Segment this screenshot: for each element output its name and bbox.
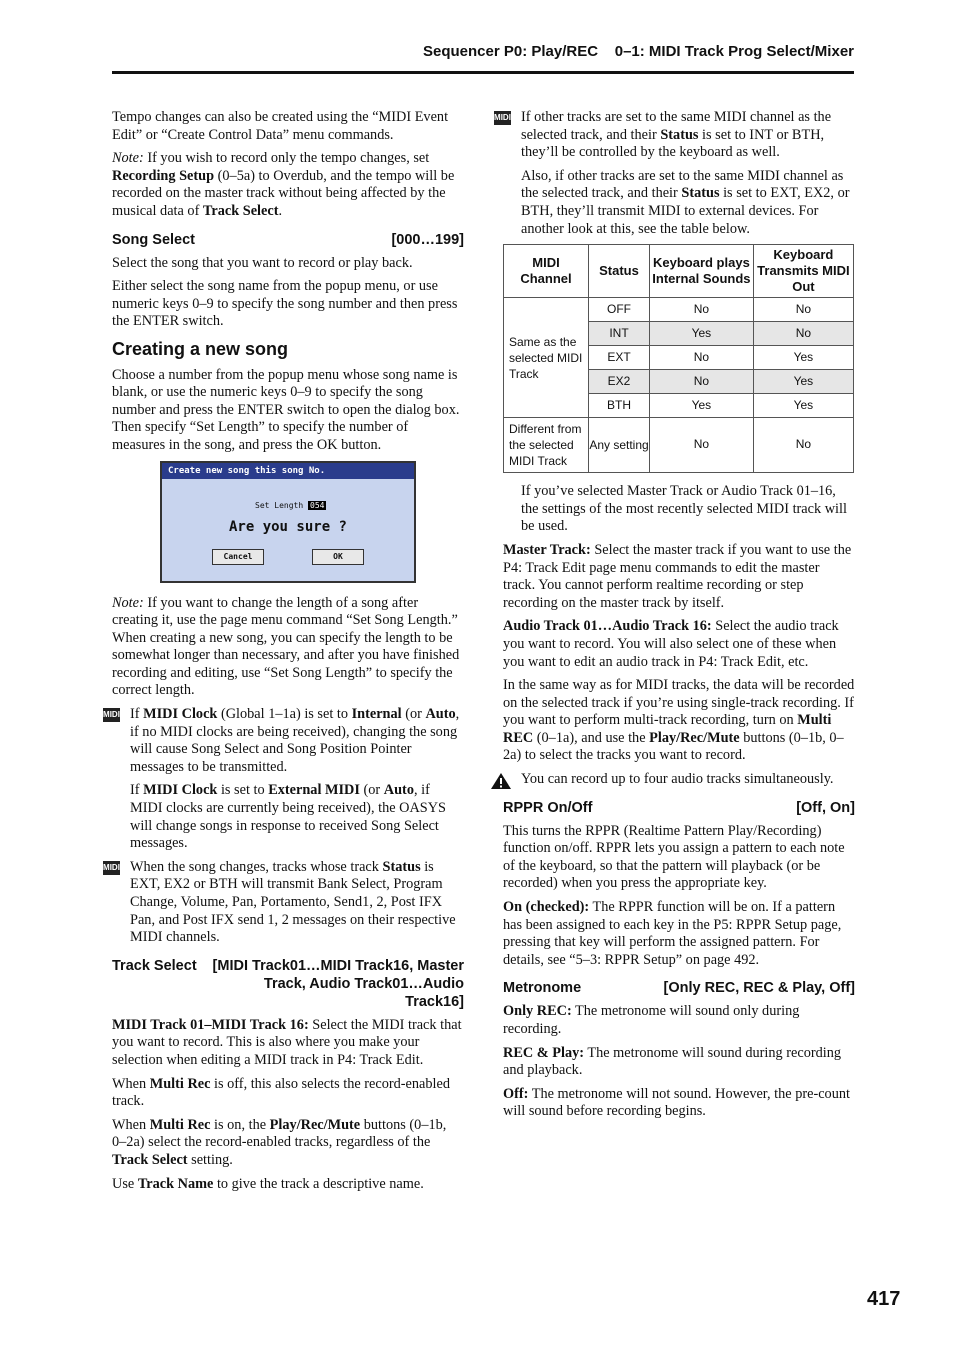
header-title: Sequencer P0: Play/REC 0–1: MIDI Track Prog Select/Mixer (422, 43, 854, 60)
table-header: Keyboard plays Internal Sounds (650, 245, 754, 298)
midi-note: MIDI When the song changes, tracks whose track Status is EXT, EX2 or BTH will transmit Bank Select, Program Change, Volume, Pan, Portamento, Send1, 2, Post IFX Pan, and Post IFX send 1, 2 messages on their respective MIDI channels. (103, 858, 456, 946)
table-cell: No (650, 370, 754, 394)
table-cell: Any setting (589, 418, 650, 473)
midi-note: MIDI If MIDI Clock (Global 1–1a) is set to Internal (or Auto, if no MIDI clocks are being received), changing the song will cause Song Select and Song Position Pointer messages to be transmitted. If MIDI Clock is set to External MIDI (or Auto, if MIDI clocks are currently being received), the OASYS will change songs in response to received Song Select messages. (103, 706, 460, 852)
table-cell: Yes (650, 322, 754, 346)
paragraph: In the same way as for MIDI tracks, the data will be recorded on the selected track if you’re using single-track recording. If you want to perform multi-track recording, turn on Multi REC (0–1a), and use the Play/Rec/Mute buttons (0–1b, 0–2a) to select the tracks you want to record. (503, 677, 855, 764)
section-heading: Creating a new song (112, 338, 289, 359)
paragraph: Audio Track 01…Audio Track 16: Select the audio track you want to record. You will also select one of these when you want to edit an audio track in P4: Track Edit, etc. (503, 618, 839, 670)
table-cell: No (650, 346, 754, 370)
paragraph: When Multi Rec is on, the Play/Rec/Mute buttons (0–1b, 0–2a) select the record-enabled tracks, regardless of the Track Select setting. (112, 1116, 447, 1168)
table-cell: Same as the selected MIDI Track (504, 298, 589, 418)
paragraph: When Multi Rec is off, this also selects the record-enabled track. (112, 1075, 450, 1110)
left-column (103, 109, 464, 1199)
dialog-question: Are you sure ? (228, 518, 347, 535)
paragraph: Only REC: The metronome will sound only during recording. (503, 1003, 800, 1037)
paragraph: This turns the RPPR (Realtime Pattern Play/Recording) function on/off. RPPR lets you assign a pattern to each note of the keyboard, so that the pattern will playback (or be recorded) when you press the appropriate key. (503, 822, 845, 892)
table-cell: Yes (753, 346, 853, 370)
paragraph: Off: The metronome will not sound. However, the pre-count will sound before recording begins. (503, 1085, 850, 1120)
paragraph: Select the song that you want to record or play back. (112, 254, 413, 271)
paragraph: Use Track Name to give the track a descriptive name. (112, 1175, 424, 1192)
midi-icon: MIDI (103, 708, 120, 722)
table-cell: Yes (753, 394, 853, 418)
table-cell: Yes (650, 394, 754, 418)
ok-button[interactable]: OK (312, 549, 364, 565)
warning-icon (490, 772, 512, 790)
paragraph: Master Track: Select the master track if you want to use the P4: Track Edit page menu commands to edit the master track. You cannot perform realtime recording or step recording on the master track by itself. (503, 541, 852, 611)
table-header-row (504, 245, 854, 298)
table-cell: No (753, 322, 853, 346)
table-cell: OFF (589, 298, 650, 322)
param-song-select: Song Select [000…199] (112, 231, 464, 248)
status-table (503, 244, 854, 473)
param-metronome: Metronome [Only REC, REC & Play, Off] (503, 980, 855, 997)
note-paragraph: Note: If you wish to record only the tempo changes, set Recording Setup (0–5a) to Overdub, and the tempo will be recorded on the master track without being affected by the musical data of Track Select. (112, 150, 455, 219)
table-cell: INT (589, 322, 650, 346)
param-rppr: RPPR On/Off [Off, On] (503, 799, 855, 816)
set-length-field[interactable]: Set Length 054 (255, 500, 325, 510)
paragraph: Choose a number from the popup menu whose song name is blank, or use the numeric keys 0–9 to specify the song number and press the ENTER switch to open the dialog box. Then specify “Set Length” to specify the number of measures in the song, and press the OK button. (112, 366, 460, 453)
table-cell: EXT (589, 346, 650, 370)
paragraph: Tempo changes can also be created using the “MIDI Event Edit” or “Create Control Data” menu commands. (112, 109, 449, 143)
table-cell: No (753, 418, 853, 473)
paragraph: If you’ve selected Master Track or Audio Track 01–16, the settings of the most recently selected MIDI track will be used. (521, 483, 847, 535)
dialog-title: Create new song this song No. (162, 463, 414, 479)
right-column (494, 109, 855, 1127)
page-number: 417 (867, 1288, 901, 1310)
table-header: Status (589, 245, 650, 298)
table-cell: BTH (589, 394, 650, 418)
table-header: MIDI Channel (504, 245, 589, 298)
cancel-button[interactable]: Cancel (212, 549, 264, 565)
table-cell: No (650, 418, 754, 473)
paragraph: Either select the song name from the popup menu, or use numeric keys 0–9 to specify the song number and then press the ENTER switch. (112, 278, 458, 330)
paragraph: MIDI Track 01–MIDI Track 16: Select the MIDI track that you want to record. This is also where you make your selection when editing a MIDI track in P4: Track Edit. (112, 1016, 462, 1068)
note-paragraph: Note: If you want to change the length of a song after creating it, use the page menu command “Set Song Length.” When creating a new song, you can specify the length to be somewhat longer than necessary, and after you have finished recording and editing, use “Set Song Length” to specify the correct length. (112, 594, 460, 699)
create-song-dialog (160, 461, 416, 583)
table-cell: EX2 (589, 370, 650, 394)
midi-icon: MIDI (103, 861, 120, 875)
table-cell: Yes (753, 370, 853, 394)
midi-note: MIDI If other tracks are set to the same MIDI channel as the selected track, and their Status is set to INT or BTH, they’ll be controlled by the keyboard as well. Also, if other tracks are set to the same MIDI channel as the selected track, and their Status is set to EXT, EX2, or BTH, they’ll transmit MIDI to external devices. For another look at this, see the table below. (494, 109, 850, 237)
paragraph: On (checked): The RPPR function will be on. If a pattern has been assigned to each key in the P5: RPPR Setup page, pressing that key will perform the assigned pattern. For details, see “5–3: RPPR Setup” on page 492. (503, 899, 842, 968)
table-row (504, 298, 854, 322)
table-cell: No (650, 298, 754, 322)
paragraph: REC & Play: The metronome will sound during recording and playback. (503, 1044, 842, 1079)
warning-note: You can record up to four audio tracks simultaneously. (503, 771, 855, 789)
table-cell: No (753, 298, 853, 322)
midi-icon: MIDI (494, 111, 511, 125)
page-header (112, 41, 854, 74)
param-track-select: Track Select [MIDI Track01…MIDI Track16, Master Track, Audio Track01…Audio Track16] (112, 957, 464, 1010)
table-header: Keyboard Transmits MIDI Out (753, 245, 853, 298)
table-cell: Different from the selected MIDI Track (504, 418, 589, 473)
table-row (504, 418, 854, 473)
